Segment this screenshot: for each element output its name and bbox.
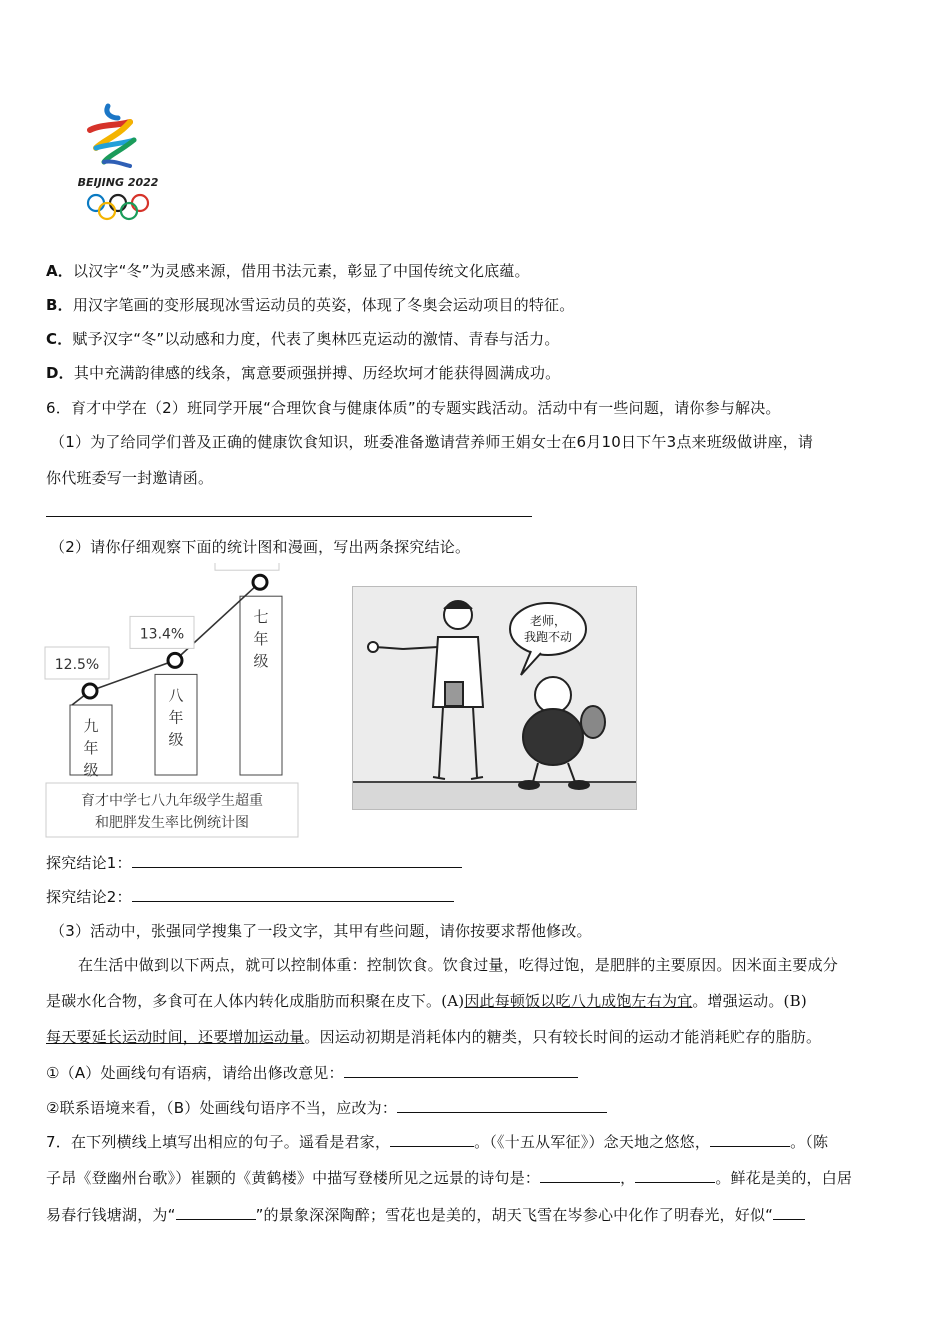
- q6-part2: （2）请你仔细观察下面的统计图和漫画，写出两条探究结论。: [50, 538, 471, 556]
- speech-line2: 我跑不动: [523, 630, 573, 644]
- olympic-rings-icon: [88, 195, 148, 219]
- option-b: B．用汉字笔画的变形展现冰雪运动员的英姿，体现了冬奥会运动项目的特征。: [46, 296, 575, 314]
- sub-question-1-blank[interactable]: [344, 1063, 578, 1078]
- q7-line1: 7．在下列横线上填写出相应的句子。遥看是君家， 。（《十五从军征》）念天地之悠悠， 。（陈: [46, 1133, 829, 1151]
- category-label-char: 级: [83, 761, 99, 779]
- data-label: 12.5%: [54, 657, 100, 673]
- underlined-sentence-a: 因此每顿饭以吃八九成饱左右为宜: [464, 992, 693, 1010]
- q6-stem: 6．育才中学在（2）班同学开展“合理饮食与健康体质”的专题实践活动。活动中有一些问题，请你参与解决。: [46, 399, 781, 417]
- data-point: [253, 575, 267, 589]
- q7-line2: 子昂《登幽州台歌》）崔颢的《黄鹤楼》中描写登楼所见之远景的诗句是： ， 。鲜花是美的，白居: [46, 1169, 853, 1187]
- category-label-char: 年: [253, 630, 269, 649]
- category-label-char: 年: [83, 739, 99, 757]
- sub-question-1: ①（A）处画线句有语病，请给出修改意见：: [46, 1062, 578, 1083]
- category-label-char: 七: [253, 608, 269, 627]
- emblem-wordmark: BEIJING 2022: [78, 176, 158, 189]
- data-label: 13.4%: [139, 626, 185, 643]
- q7-blank-4[interactable]: [635, 1168, 715, 1183]
- q6-part3: （3）活动中，张强同学搜集了一段文字，其甲有些问题，请你按要求帮他修改。: [50, 922, 592, 940]
- category-label-char: 级: [168, 730, 184, 749]
- q6-part1-line1: （1）为了给同学们普及正确的健康饮食知识，班委准备邀请营养师王娟女士在6月10日下午3点来班级做讲座，请: [50, 433, 814, 451]
- conclusion-1: 探究结论1：: [46, 852, 462, 873]
- conclusion-2: 探究结论2：: [46, 886, 454, 907]
- answer-line[interactable]: [46, 516, 532, 517]
- sub-question-2-blank[interactable]: [397, 1098, 607, 1113]
- data-point: [83, 684, 97, 698]
- chart-title-line1: 育才中学七八九年级学生超重: [81, 793, 263, 809]
- category-label-char: 级: [253, 652, 269, 671]
- category-label-char: 九: [83, 717, 99, 735]
- category-label-char: 年: [168, 708, 184, 727]
- q7-blank-5[interactable]: [176, 1205, 256, 1220]
- passage-line3: 每天要延长运动时间，还要增加运动量。因运动初期是消耗体内的糖类，只有较长时间的运动才能消耗贮存的脂肪。: [46, 1028, 822, 1046]
- option-a: A．以汉字“冬”为灵感来源，借用书法元素，彰显了中国传统文化底蕴。: [46, 262, 530, 280]
- q7-blank-3[interactable]: [540, 1168, 620, 1183]
- speech-line1: 老师，: [529, 614, 567, 628]
- chart-title-line2: 和肥胖发生率比例统计图: [95, 815, 249, 831]
- data-label: [225, 563, 269, 564]
- q7-blank-6[interactable]: [773, 1205, 805, 1220]
- q7-blank-1[interactable]: [390, 1132, 474, 1147]
- conclusion-1-blank[interactable]: [132, 853, 462, 868]
- option-c: C．赋予汉字“冬”以动感和力度，代表了奥林匹克运动的激情、青春与活力。: [46, 330, 560, 348]
- obesity-rate-chart: [44, 563, 300, 839]
- underlined-sentence-b: 每天要延长运动时间，还要增加运动量: [46, 1028, 305, 1046]
- data-point: [168, 653, 182, 667]
- q6-part1-line2: 你代班委写一封邀请函。: [46, 469, 214, 487]
- beijing-2022-emblem: [78, 100, 158, 225]
- q7-blank-2[interactable]: [710, 1132, 790, 1147]
- passage-line2: 是碳水化合物，多食可在人体内转化成脂肪而积聚在皮下。(A)因此每顿饭以吃八九成饱左右为宜。增强运动。(B): [46, 992, 807, 1010]
- category-label-char: 八: [168, 686, 184, 705]
- cartoon-illustration: [352, 586, 637, 810]
- passage-line1: 在生活中做到以下两点，就可以控制体重：控制饮食。饮食过量，吃得过饱，是肥胖的主要原因。因米面主要成分: [78, 956, 839, 974]
- option-d: D．其中充满韵律感的线条，寓意要顽强拼搏、历经坎坷才能获得圆满成功。: [46, 364, 561, 382]
- sub-question-2: ②联系语境来看，（B）处画线句语序不当，应改为：: [46, 1097, 607, 1118]
- conclusion-2-blank[interactable]: [132, 887, 454, 902]
- q7-line3: 易春行钱塘湖，为“ ”的景象深深陶醉；雪花也是美的，胡天飞雪在岑参心中化作了明春光，好似“: [46, 1204, 805, 1225]
